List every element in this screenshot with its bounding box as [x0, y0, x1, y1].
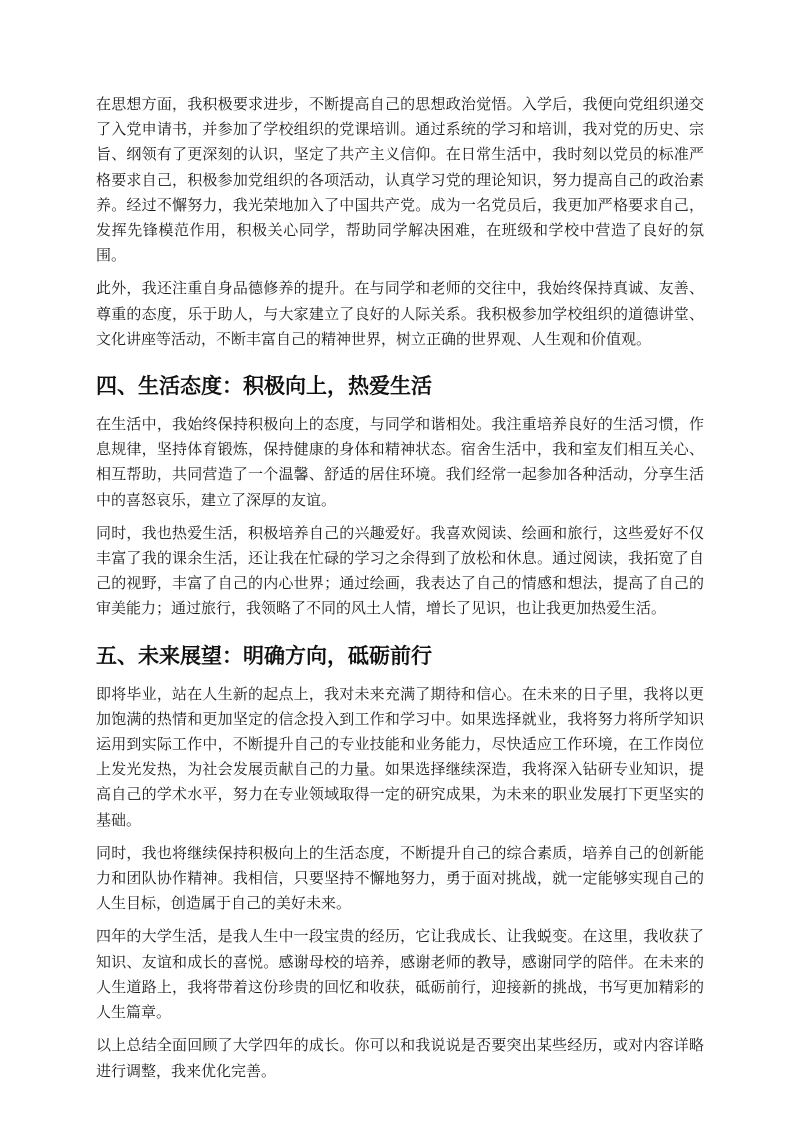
paragraph-moral-cultivation: 此外，我还注重自身品德修养的提升。在与同学和老师的交往中，我始终保持真诚、友善、尊重的态度，乐于助人，与大家建立了良好的人际关系。我积极参加学校组织的道德讲堂、文化讲座等活动，不断丰富自己的精神世界，树立正确的世界观、人生观和价值观。	[96, 279, 704, 348]
paragraph-personal-growth: 同时，我也将继续保持积极向上的生活态度，不断提升自己的综合素质，培养自己的创新能力和团队协作精神。我相信，只要坚持不懈地努力，勇于面对挑战，就一定能够实现自己的人生目标，创造属于自己的美好未来。	[96, 843, 704, 913]
section-heading-future-outlook: 五、未来展望：明确方向，砥砺前行	[96, 643, 432, 668]
paragraph-closing-note: 以上总结全面回顾了大学四年的成长。你可以和我说说是否要突出某些经历，或对内容详略进行调整，我来优化完善。	[96, 1036, 704, 1080]
paragraph-political-thought: 在思想方面，我积极要求进步，不断提高自己的思想政治觉悟。入学后，我便向党组织递交了入党申请书，并参加了学校组织的党课培训。通过系统的学习和培训，我对党的历史、宗旨、纲领有了更深刻的认识，坚定了共产主义信仰。在日常生活中，我时刻以党员的标准严格要求自己，积极参加党组织的各项活动，认真学习党的理论知识，努力提高自己的政治素养。经过不懈努力，我光荣地加入了中国共产党。成为一名党员后，我更加严格要求自己，发挥先锋模范作用，积极关心同学，帮助同学解决困难，在班级和学校中营造了良好的氛围。	[96, 95, 704, 265]
paragraph-future-plans: 即将毕业，站在人生新的起点上，我对未来充满了期待和信心。在未来的日子里，我将以更加饱满的热情和更加坚定的信念投入到工作和学习中。如果选择就业，我将努力将所学知识运用到实际工作中，不断提升自己的专业技能和业务能力，尽快适应工作环境，在工作岗位上发光发热，为社会发展贡献自己的力量。如果选择继续深造，我将深入钻研专业知识，提高自己的学术水平，努力在专业领域取得一定的研究成果，为未来的职业发展打下更坚实的基础。	[96, 684, 704, 829]
paragraph-hobbies: 同时，我也热爱生活，积极培养自己的兴趣爱好。我喜欢阅读、绘画和旅行，这些爱好不仅丰富了我的课余生活，还让我在忙碌的学习之余得到了放松和休息。通过阅读，我拓宽了自己的视野，丰富了自己的内心世界；通过绘画，我表达了自己的情感和想法，提高了自己的审美能力；通过旅行，我领略了不同的风土人情，增长了见识，也让我更加热爱生活。	[96, 523, 704, 618]
paragraph-conclusion: 四年的大学生活，是我人生中一段宝贵的经历，它让我成长、让我蜕变。在这里，我收获了知识、友谊和成长的喜悦。感谢母校的培养，感谢老师的教导，感谢同学的陪伴。在未来的人生道路上，我将带着这份珍贵的回忆和收获，砥砺前行，迎接新的挑战，书写更加精彩的人生篇章。	[96, 927, 704, 1022]
paragraph-daily-life: 在生活中，我始终保持积极向上的态度，与同学和谐相处。我注重培养良好的生活习惯，作息规律，坚持体育锻炼，保持健康的身体和精神状态。宿舍生活中，我和室友们相互关心、相互帮助，共同营造了一个温馨、舒适的居住环境。我们经常一起参加各种活动，分享生活中的喜怒哀乐，建立了深厚的友谊。	[96, 415, 704, 509]
section-heading-life-attitude: 四、生活态度：积极向上，热爱生活	[96, 374, 432, 399]
document-page	[96, 92, 704, 1092]
